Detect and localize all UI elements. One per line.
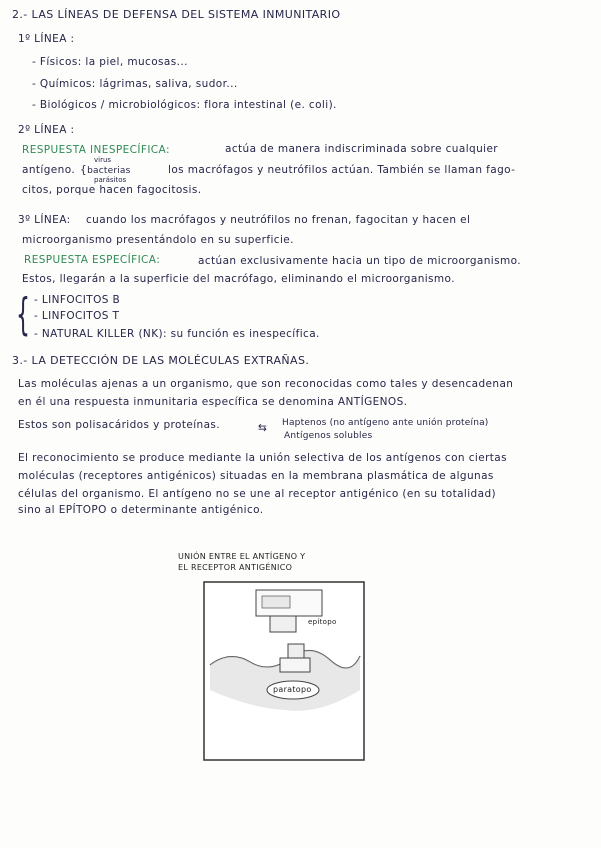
nonspecific-response-label: RESPUESTA INESPECÍFICA: [22, 144, 170, 156]
second-line-text: citos, porque hacen fagocitosis. [22, 184, 202, 196]
third-line-text: cuando los macrófagos y neutrófilos no frenan, fagocitan y hacen el [86, 214, 471, 226]
second-line-text: antígeno. [22, 164, 76, 176]
option-virus: virus [94, 156, 112, 164]
brace-symbol: { [16, 289, 30, 340]
option-parasites: parásitos [94, 176, 127, 184]
paragraph-line: sino al EPÍTOPO o determinante antigénico. [18, 504, 264, 516]
first-line-item: - Físicos: la piel, mucosas... [32, 56, 188, 68]
second-line-text: actúa de manera indiscriminada sobre cualquier [225, 143, 499, 155]
paragraph-line: células del organismo. El antígeno no se une al receptor antigénico (en su totalidad) [18, 488, 497, 500]
section-title: 3.- LA DETECCIÓN DE LAS MOLÉCULAS EXTRAÑAS. [12, 354, 310, 367]
epitope-label: epítopo [308, 618, 337, 626]
paragraph-line: en él una respuesta inmunitaria específica se denomina ANTÍGENOS. [18, 396, 408, 408]
paragraph-line: Estos son polisacáridos y proteínas. [18, 419, 221, 431]
second-line-text: los macrófagos y neutrófilos actúan. También se llaman fago- [168, 164, 516, 176]
figure-caption: EL RECEPTOR ANTIGÉNICO [178, 563, 293, 572]
first-line-item: - Biológicos / microbiológicos: flora intestinal (e. coli). [32, 99, 337, 111]
third-line-text: actúan exclusivamente hacia un tipo de microorganismo. [198, 255, 522, 267]
hapten-option: Haptenos (no antígeno ante unión proteína) [282, 418, 489, 428]
cell-type-item: - NATURAL KILLER (NK): su función es inespecífica. [34, 328, 320, 340]
paragraph-line: El reconocimiento se produce mediante la unión selectiva de los antígenos con ciertas [18, 452, 508, 464]
soluble-antigen-option: Antígenos solubles [284, 431, 373, 441]
arrows-symbol: ⇆ [258, 422, 268, 434]
paragraph-line: moléculas (receptores antigénicos) situadas en la membrana plasmática de algunas [18, 470, 494, 482]
second-line-heading: 2º LÍNEA : [18, 124, 75, 136]
third-line-text: Estos, llegarán a la superficie del macrófago, eliminando el microorganismo. [22, 273, 455, 285]
option-bacteria-label: bacterias [87, 166, 131, 176]
third-line-heading: 3º LÍNEA: [18, 214, 71, 226]
first-line-item: - Químicos: lágrimas, saliva, sudor... [32, 78, 238, 90]
paratope-label: paratopo [273, 685, 312, 694]
specific-response-label: RESPUESTA ESPECÍFICA: [24, 254, 161, 266]
page-title: 2.- LAS LÍNEAS DE DEFENSA DEL SISTEMA INMUNITARIO [12, 8, 341, 21]
antigen-receptor-illustration [170, 540, 400, 775]
cell-type-item: - LINFOCITOS B [34, 294, 121, 306]
paragraph-line: Las moléculas ajenas a un organismo, que son reconocidas como tales y desencadenan [18, 378, 514, 390]
figure-caption: UNIÓN ENTRE EL ANTÍGENO Y [178, 552, 306, 561]
option-bacteria: {bacterias [80, 164, 131, 176]
cell-type-item: - LINFOCITOS T [34, 310, 120, 322]
third-line-text: microorganismo presentándolo en su superficie. [22, 234, 294, 246]
first-line-heading: 1º LÍNEA : [18, 33, 75, 45]
antigen-receptor-figure [170, 540, 400, 775]
